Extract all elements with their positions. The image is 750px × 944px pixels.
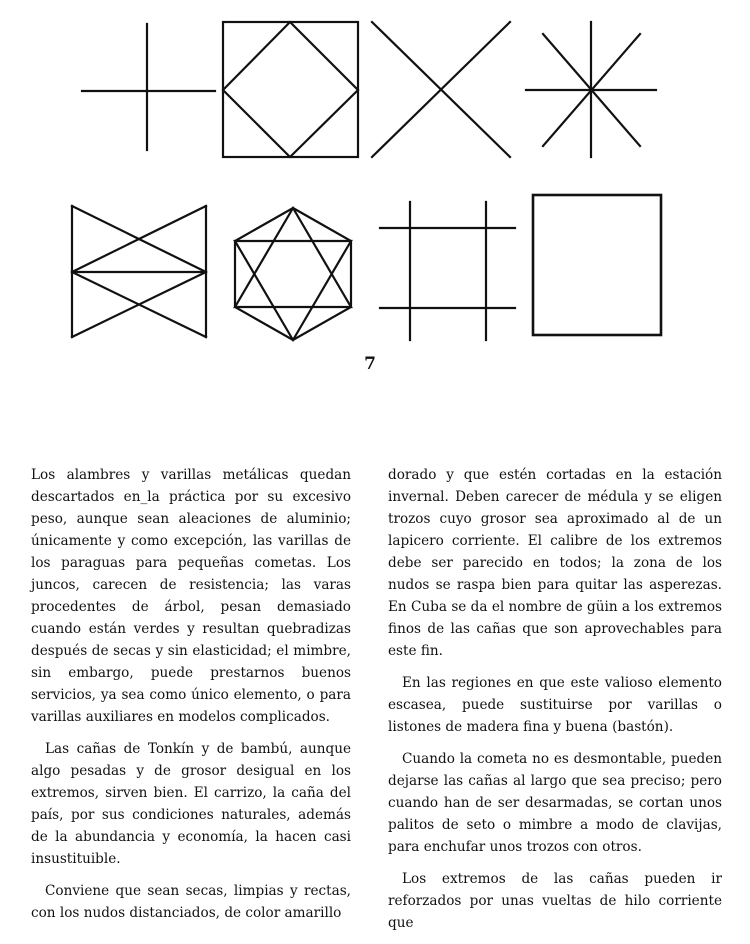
figure-cross [82, 24, 215, 150]
figure-rectangle [533, 195, 661, 335]
paragraph: Cuando la cometa no es desmontable, pueden dejarse las cañas al largo que sea preciso; pero cuando han de ser desarmadas, se cortan unos palitos de seto o mimbre a modo de clavijas, para enchufar unos trozos con otros. [388, 751, 722, 855]
figure-number: 7 [364, 354, 376, 374]
figure-hash [380, 202, 515, 340]
paragraph: dorado y que estén cortadas en la estación invernal. Deben carecer de médula y se eligen trozos cuyo grosor sea aproximado al de un lapicero corriente. El calibre de los extremos debe ser parecido en todos; la zona de los nudos se raspa bien para quitar las asperezas. En Cuba se da el nombre de güin a los extremos finos de las cañas que son aprovechables para este fin. [388, 467, 722, 659]
text-column-left [31, 464, 351, 934]
paragraph: Conviene que sean secas, limpias y rectas, con los nudos distanciados, de color amarillo [31, 883, 351, 921]
paragraph: En las regiones en que este valioso elemento escasea, puede sustituirse por varillas o listones de madera fina y buena (bastón). [388, 675, 722, 735]
figure-square-diamond [223, 22, 358, 157]
paragraph: Los alambres y varillas metálicas quedan descartados en_la práctica por su excesivo peso, aunque sean aleaciones de aluminio; únicamente y como excepción, las varillas de los paraguas para pequeñas cometas. Los juncos, carecen de resistencia; las varas procedentes de árbol, pesan demasiado cuando están verdes y resultan quebradizas después de secas y sin elasticidad; el mimbre, sin embargo, puede prestarnos buenos servicios, ya sea como único elemento, o para varillas auxiliares en modelos complicados. [31, 467, 351, 725]
figure-x [372, 22, 510, 157]
text-column-right [388, 464, 722, 944]
figure-bowtie [72, 206, 206, 337]
figure-star-burst [526, 22, 656, 157]
paragraph: Las cañas de Tonkín y de bambú, aunque algo pesadas y de grosor desigual en los extremos, sirven bien. El carrizo, la caña del país, por sus condiciones naturales, además de la abundancia y economía, la hacen casi insustituible. [31, 741, 351, 867]
figure-hexagon-star [235, 208, 351, 340]
paragraph: Los extremos de las cañas pueden ir reforzados por unas vueltas de hilo corriente que [388, 871, 722, 931]
kite-frame-figures [0, 0, 750, 360]
